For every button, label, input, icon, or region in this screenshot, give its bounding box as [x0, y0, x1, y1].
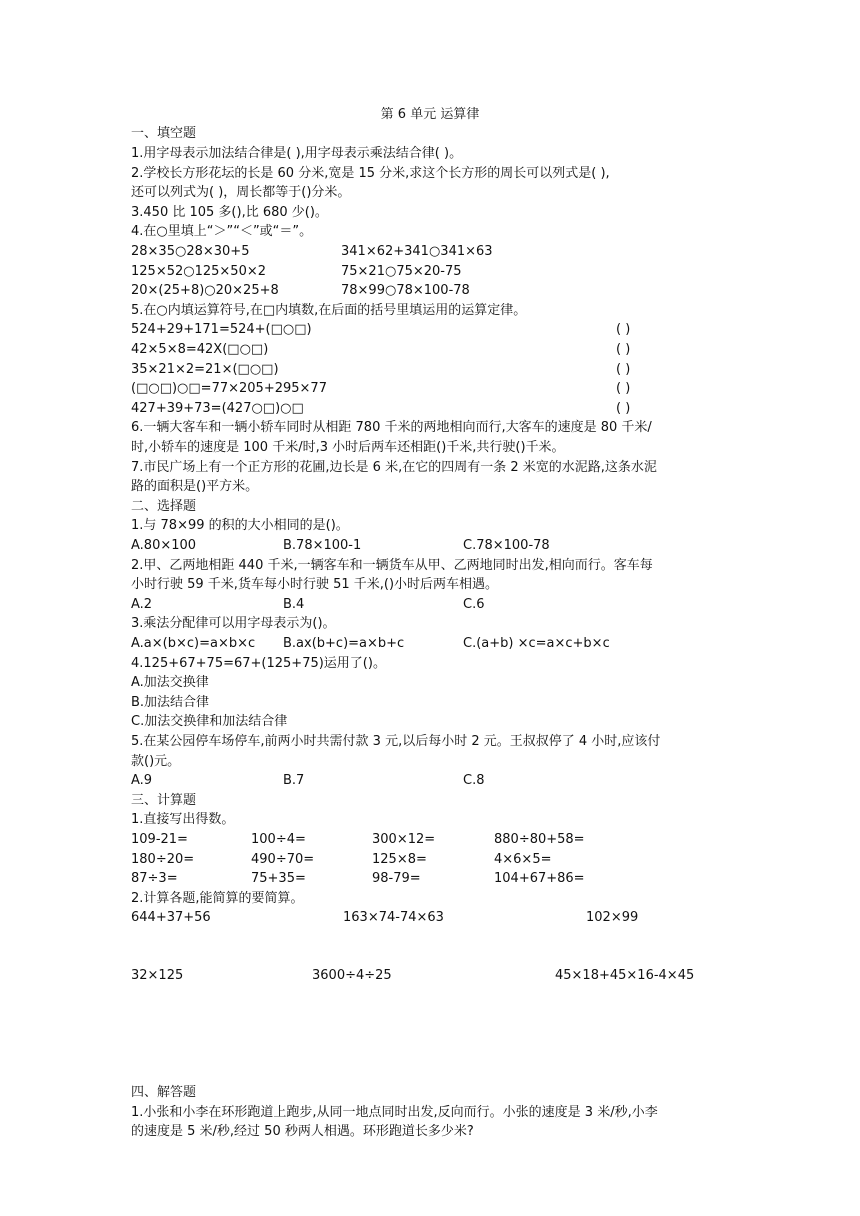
math-item: 109-21=: [131, 832, 188, 847]
option-b: B.加法结合律: [131, 695, 210, 710]
calc-item: 45×18+45×16-4×45: [555, 968, 695, 983]
comparison-item: 125×52○125×50×2: [131, 264, 267, 279]
question-text: 小时行驶 59 千米,货车每小时行驶 51 千米,()小时后两车相遇。: [131, 577, 499, 592]
section-heading-calculation: 三、计算题: [131, 793, 197, 808]
option-a: A.加法交换律: [131, 675, 209, 690]
option-a: A.a×(b×c)=a×b×c: [131, 636, 256, 651]
question-text: 还可以列式为( )，周长都等于()分米。: [131, 185, 351, 200]
section-heading-fill-in: 一、填空题: [131, 126, 197, 141]
math-item: 180÷20=: [131, 852, 195, 867]
answer-blank: ( ): [616, 401, 631, 416]
comparison-item: 75×21○75×20-75: [341, 264, 462, 279]
calc-item: 102×99: [586, 910, 639, 925]
question-text: 1.用字母表示加法结合律是( ),用字母表示乘法结合律( )。: [131, 146, 463, 161]
question-text: 5.在○内填运算符号,在□内填数,在后面的括号里填运用的运算定律。: [131, 303, 527, 318]
calc-item: 32×125: [131, 968, 184, 983]
question-text: 5.在某公园停车场停车,前两小时共需付款 3 元,以后每小时 2 元。王叔叔停了 4 小时,应该付: [131, 734, 661, 749]
question-text: 3.乘法分配律可以用字母表示为()。: [131, 616, 336, 631]
comparison-item: 341×62+341○341×63: [341, 244, 493, 259]
option-b: B.4: [283, 597, 305, 612]
question-text: 1.与 78×99 的积的大小相同的是()。: [131, 518, 349, 533]
answer-blank: ( ): [616, 362, 631, 377]
option-a: A.80×100: [131, 538, 197, 553]
math-item: 87÷3=: [131, 871, 178, 886]
answer-blank: ( ): [616, 342, 631, 357]
math-item: 100÷4=: [251, 832, 306, 847]
answer-blank: ( ): [616, 381, 631, 396]
option-a: A.2: [131, 597, 153, 612]
question-text: 路的面积是()平方米。: [131, 479, 259, 494]
option-b: B.7: [283, 773, 305, 788]
question-text: 时,小轿车的速度是 100 千米/时,3 小时后两车还相距()千米,共行驶()千米。: [131, 440, 565, 455]
question-text: 2.甲、乙两地相距 440 千米,一辆客车和一辆货车从甲、乙两地同时出发,相向而行。客车每: [131, 558, 653, 573]
fill-expression: 35×21×2=21×(□○□): [131, 362, 279, 377]
math-item: 98-79=: [372, 871, 421, 886]
math-item: 125×8=: [372, 852, 427, 867]
calc-item: 163×74-74×63: [343, 910, 444, 925]
math-item: 300×12=: [372, 832, 436, 847]
fill-expression: 427+39+73=(427○□)○□: [131, 401, 304, 416]
question-text: 的速度是 5 米/秒,经过 50 秒两人相遇。环形跑道长多少米?: [131, 1124, 474, 1139]
fill-expression: (□○□)○□=77×205+295×77: [131, 381, 327, 396]
fill-expression: 42×5×8=42X(□○□): [131, 342, 269, 357]
option-a: A.9: [131, 773, 153, 788]
section-heading-answer: 四、解答题: [131, 1085, 197, 1100]
option-c: C.8: [463, 773, 485, 788]
calc-item: 3600÷4÷25: [312, 968, 392, 983]
question-text: 6.一辆大客车和一辆小轿车同时从相距 780 千米的两地相向而行,大客车的速度是 80 千米/: [131, 420, 652, 435]
page-title: 第 6 单元 运算律: [380, 107, 480, 122]
math-item: 104+67+86=: [494, 871, 585, 886]
math-item: 75+35=: [251, 871, 306, 886]
comparison-item: 20×(25+8)○20×25+8: [131, 283, 279, 298]
option-b: B.78×100-1: [283, 538, 362, 553]
question-text: 1.直接写出得数。: [131, 812, 235, 827]
comparison-item: 78×99○78×100-78: [341, 283, 470, 298]
comparison-item: 28×35○28×30+5: [131, 244, 250, 259]
question-text: 4.在○里填上“＞”“＜”或“＝”。: [131, 224, 313, 239]
option-c: C.6: [463, 597, 485, 612]
question-text: 3.450 比 105 多(),比 680 少()。: [131, 205, 328, 220]
math-item: 4×6×5=: [494, 852, 552, 867]
question-text: 款()元。: [131, 754, 181, 769]
question-text: 2.学校长方形花坛的长是 60 分米,宽是 15 分米,求这个长方形的周长可以列式是( ),: [131, 166, 610, 181]
question-text: 4.125+67+75=67+(125+75)运用了()。: [131, 656, 386, 671]
option-c: C.加法交换律和加法结合律: [131, 714, 288, 729]
section-heading-choice: 二、选择题: [131, 499, 197, 514]
option-b: B.ax(b+c)=a×b+c: [283, 636, 405, 651]
option-c: C.(a+b) ×c=a×c+b×c: [463, 636, 610, 651]
math-item: 880÷80+58=: [494, 832, 585, 847]
math-item: 490÷70=: [251, 852, 315, 867]
fill-expression: 524+29+171=524+(□○□): [131, 322, 312, 337]
calc-item: 644+37+56: [131, 910, 211, 925]
option-c: C.78×100-78: [463, 538, 550, 553]
question-text: 7.市民广场上有一个正方形的花圃,边长是 6 米,在它的四周有一条 2 米宽的水泥路,这条水泥: [131, 460, 657, 475]
question-text: 2.计算各题,能简算的要简算。: [131, 891, 304, 906]
answer-blank: ( ): [616, 322, 631, 337]
question-text: 1.小张和小李在环形跑道上跑步,从同一地点同时出发,反向而行。小张的速度是 3 米/秒,小李: [131, 1105, 658, 1120]
